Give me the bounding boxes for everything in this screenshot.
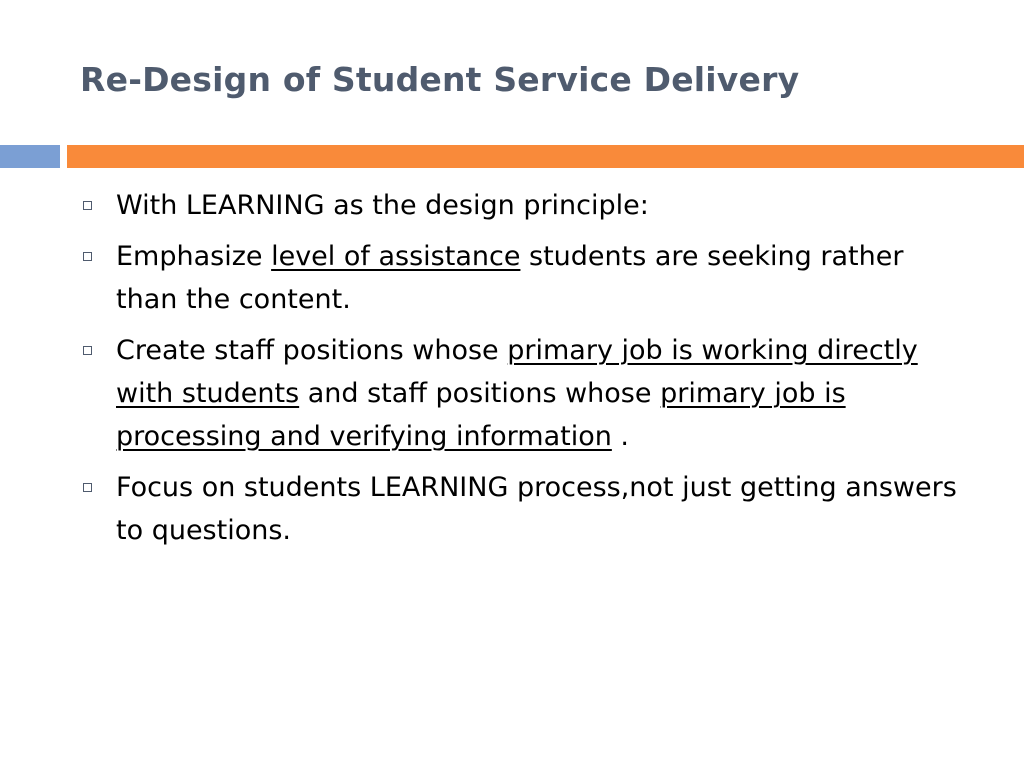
bullet-text: students are seeking rather than the content.: [116, 241, 904, 315]
slide-title: Re-Design of Student Service Delivery: [80, 60, 800, 99]
bullet-item-staff-positions: [80, 329, 960, 458]
bullet-item-learning-principle: [80, 184, 960, 227]
accent-bar-blue: [0, 145, 60, 168]
underlined-phrase: primary job is processing and verifying information: [116, 378, 846, 452]
underlined-phrase: primary job is working directly with students: [116, 335, 918, 409]
bullet-text: With LEARNING as the design principle:: [116, 190, 649, 221]
bullet-text: .: [611, 421, 630, 452]
underlined-phrase: level of assistance: [271, 241, 521, 272]
bullet-item-emphasize: [80, 235, 960, 321]
accent-bar-orange: [67, 145, 1024, 168]
hollow-square-icon: [83, 483, 92, 492]
hollow-square-icon: [83, 346, 92, 355]
hollow-square-icon: [83, 252, 92, 261]
bullet-text: Emphasize: [116, 241, 272, 272]
bullet-item-focus-learning: [80, 466, 960, 552]
bullet-text: Create staff positions whose: [116, 335, 508, 366]
hollow-square-icon: [83, 201, 92, 210]
bullet-text: and staff positions whose: [299, 378, 661, 409]
bullet-list: [80, 184, 960, 560]
bullet-text: Focus on students LEARNING process,not just getting answers to questions.: [116, 472, 957, 546]
